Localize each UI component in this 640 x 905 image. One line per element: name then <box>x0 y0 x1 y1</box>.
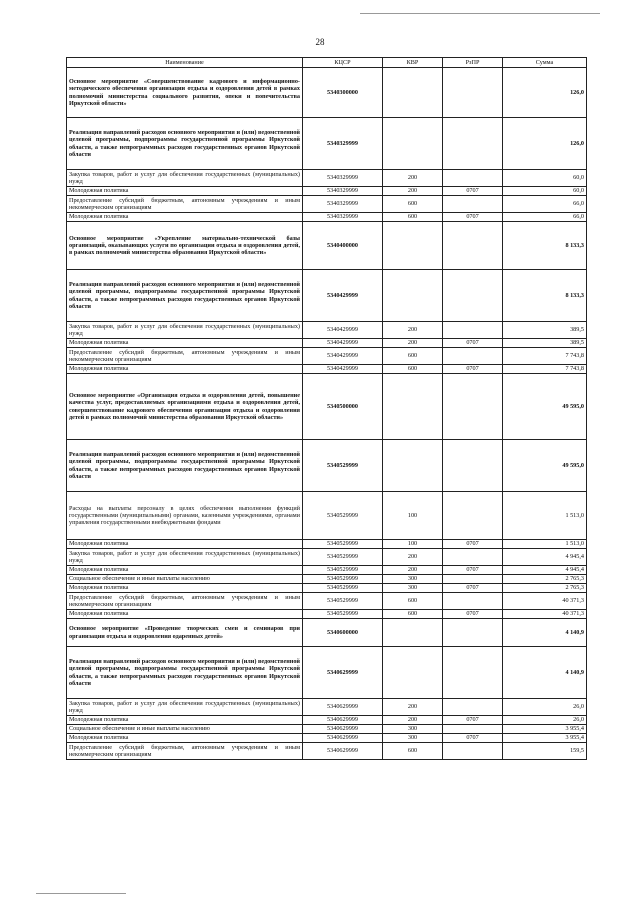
row-kcsr: 5340400000 <box>303 222 383 270</box>
row-rzpr <box>443 593 503 610</box>
table-row <box>67 647 587 699</box>
row-name: Реализация направлений расходов основного мероприятия и (или) ведомственной целевой программы, подпрограммы государственной программы Иркутской области, а также непрограммных расходов государственных органов Иркутской области <box>67 647 303 699</box>
row-kvr: 200 <box>383 322 443 339</box>
row-kvr: 300 <box>383 575 443 584</box>
row-name: Молодежная политика <box>67 610 303 619</box>
row-rzpr <box>443 348 503 365</box>
row-sum: 159,5 <box>503 743 587 760</box>
row-name: Социальное обеспечение и иные выплаты населению <box>67 725 303 734</box>
row-name: Предоставление субсидий бюджетным, автономным учреждениям и иным некоммерческим организациям <box>67 348 303 365</box>
row-rzpr: 0707 <box>443 610 503 619</box>
row-name: Основное мероприятие «Укрепление материально-технической базы организаций, оказывающих услуги по организации отдыха и оздоровления детей, в рамках полномочий министерства образования Иркутской области» <box>67 222 303 270</box>
row-rzpr: 0707 <box>443 584 503 593</box>
page-number: 28 <box>315 37 325 47</box>
row-name: Основное мероприятие «Проведение творческих смен и семинаров при организации отдыха и оздоровления одаренных детей» <box>67 619 303 647</box>
row-kvr: 200 <box>383 187 443 196</box>
table-row <box>67 699 587 716</box>
table-row <box>67 322 587 339</box>
row-sum: 4 140,9 <box>503 647 587 699</box>
header-rzpr: РзПР <box>443 58 503 68</box>
row-sum: 40 371,3 <box>503 610 587 619</box>
row-kcsr: 5340300000 <box>303 68 383 118</box>
table-row <box>67 743 587 760</box>
row-name: Закупка товаров, работ и услуг для обеспечения государственных (муниципальных) нужд <box>67 170 303 187</box>
row-kcsr: 5340429999 <box>303 322 383 339</box>
row-kcsr: 5340529999 <box>303 610 383 619</box>
row-sum: 1 513,0 <box>503 492 587 540</box>
table-row <box>67 339 587 348</box>
row-kcsr: 5340629999 <box>303 716 383 725</box>
table-row <box>67 440 587 492</box>
row-rzpr <box>443 196 503 213</box>
table-row <box>67 374 587 440</box>
row-name: Закупка товаров, работ и услуг для обеспечения государственных (муниципальных) нужд <box>67 699 303 716</box>
row-name: Основное мероприятие «Организация отдыха и оздоровления детей, повышение качества услуг, предоставляемых организациями отдыха и оздоровления детей, совершенствование кадрового обеспечения организации отдыха и оздоровления детей в рамках полномочий министерства образования Иркутской области» <box>67 374 303 440</box>
row-rzpr: 0707 <box>443 187 503 196</box>
table-row <box>67 575 587 584</box>
row-rzpr <box>443 440 503 492</box>
row-sum: 7 743,8 <box>503 365 587 374</box>
row-sum: 2 765,3 <box>503 584 587 593</box>
table-row <box>67 187 587 196</box>
row-kvr: 200 <box>383 699 443 716</box>
row-kcsr: 5340529999 <box>303 566 383 575</box>
row-kvr: 300 <box>383 734 443 743</box>
row-sum: 8 133,3 <box>503 270 587 322</box>
row-sum: 66,0 <box>503 213 587 222</box>
row-rzpr <box>443 322 503 339</box>
row-sum: 126,0 <box>503 68 587 118</box>
row-sum: 60,0 <box>503 170 587 187</box>
table-row <box>67 118 587 170</box>
row-name: Молодежная политика <box>67 540 303 549</box>
row-kcsr: 5340629999 <box>303 647 383 699</box>
row-kvr: 600 <box>383 213 443 222</box>
row-name: Реализация направлений расходов основного мероприятия и (или) ведомственной целевой программы, подпрограммы государственной программы Иркутской области, а также непрограммных расходов государственных органов Иркутской области <box>67 440 303 492</box>
row-kcsr: 5340529999 <box>303 540 383 549</box>
row-kcsr: 5340429999 <box>303 270 383 322</box>
row-sum: 26,0 <box>503 699 587 716</box>
row-name: Закупка товаров, работ и услуг для обеспечения государственных (муниципальных) нужд <box>67 322 303 339</box>
row-rzpr <box>443 575 503 584</box>
header-sum: Сумма <box>503 58 587 68</box>
row-rzpr: 0707 <box>443 540 503 549</box>
row-sum: 4 945,4 <box>503 566 587 575</box>
row-kcsr: 5340529999 <box>303 549 383 566</box>
row-sum: 7 743,8 <box>503 348 587 365</box>
row-sum: 49 595,0 <box>503 440 587 492</box>
row-sum: 126,0 <box>503 118 587 170</box>
row-name: Реализация направлений расходов основного мероприятия и (или) ведомственной целевой программы, подпрограммы государственной программы Иркутской области, а также непрограммных расходов государственных органов Иркутской области <box>67 270 303 322</box>
row-name: Предоставление субсидий бюджетным, автономным учреждениям и иным некоммерческим организациям <box>67 743 303 760</box>
row-kcsr: 5340329999 <box>303 187 383 196</box>
row-sum: 2 765,3 <box>503 575 587 584</box>
budget-table <box>66 57 587 760</box>
row-kcsr: 5340529999 <box>303 440 383 492</box>
row-sum: 4 945,4 <box>503 549 587 566</box>
row-name: Социальное обеспечение и иные выплаты населению <box>67 575 303 584</box>
row-rzpr <box>443 222 503 270</box>
table-row <box>67 170 587 187</box>
row-kcsr: 5340500000 <box>303 374 383 440</box>
row-name: Молодежная политика <box>67 734 303 743</box>
row-name: Основное мероприятие «Совершенствование кадрового и информационно-методического обеспечения организации отдыха и оздоровления детей в рамках полномочий министерства социального развития, опеки и попечительства Иркутской области» <box>67 68 303 118</box>
row-name: Молодежная политика <box>67 187 303 196</box>
row-sum: 3 955,4 <box>503 725 587 734</box>
row-kcsr: 5340329999 <box>303 118 383 170</box>
row-rzpr <box>443 725 503 734</box>
row-sum: 4 140,9 <box>503 619 587 647</box>
table-row <box>67 619 587 647</box>
row-sum: 1 513,0 <box>503 540 587 549</box>
row-kvr <box>383 440 443 492</box>
table-row <box>67 213 587 222</box>
row-kvr: 300 <box>383 584 443 593</box>
row-kvr <box>383 270 443 322</box>
row-kcsr: 5340329999 <box>303 170 383 187</box>
row-rzpr <box>443 270 503 322</box>
row-kcsr: 5340629999 <box>303 743 383 760</box>
row-rzpr <box>443 743 503 760</box>
row-kvr: 600 <box>383 196 443 213</box>
row-kvr: 200 <box>383 566 443 575</box>
table-row <box>67 610 587 619</box>
row-kvr: 200 <box>383 170 443 187</box>
row-kvr <box>383 647 443 699</box>
row-kcsr: 5340429999 <box>303 348 383 365</box>
row-kvr: 300 <box>383 725 443 734</box>
table-row <box>67 566 587 575</box>
table-row <box>67 540 587 549</box>
row-name: Реализация направлений расходов основного мероприятия и (или) ведомственной целевой программы, подпрограммы государственной программы Иркутской области, а также непрограммных расходов государственных органов Иркутской области <box>67 118 303 170</box>
row-name: Молодежная политика <box>67 566 303 575</box>
table-row <box>67 222 587 270</box>
row-rzpr: 0707 <box>443 734 503 743</box>
row-kvr: 600 <box>383 743 443 760</box>
table-row <box>67 270 587 322</box>
row-rzpr <box>443 549 503 566</box>
row-name: Расходы на выплаты персоналу в целях обеспечения выполнения функций государственными (муниципальными) органами, казенными учреждениями, органами управления государственными внебюджетными фондами <box>67 492 303 540</box>
row-rzpr <box>443 170 503 187</box>
table-header-row <box>67 58 587 68</box>
row-kcsr: 5340429999 <box>303 339 383 348</box>
row-name: Молодежная политика <box>67 584 303 593</box>
row-kcsr: 5340529999 <box>303 492 383 540</box>
row-kvr: 600 <box>383 365 443 374</box>
row-rzpr <box>443 699 503 716</box>
row-sum: 40 371,3 <box>503 593 587 610</box>
header-kvr: КВР <box>383 58 443 68</box>
row-kcsr: 5340529999 <box>303 593 383 610</box>
row-kvr <box>383 118 443 170</box>
row-kcsr: 5340329999 <box>303 196 383 213</box>
row-kvr <box>383 68 443 118</box>
row-rzpr: 0707 <box>443 213 503 222</box>
row-kvr: 600 <box>383 348 443 365</box>
scan-edge-mark <box>360 13 600 14</box>
row-kvr: 100 <box>383 492 443 540</box>
row-kcsr: 5340529999 <box>303 575 383 584</box>
row-rzpr <box>443 118 503 170</box>
scan-edge-mark-bottom <box>36 893 126 894</box>
row-kvr <box>383 374 443 440</box>
row-kcsr: 5340629999 <box>303 699 383 716</box>
row-rzpr <box>443 619 503 647</box>
row-sum: 60,0 <box>503 187 587 196</box>
table-row <box>67 584 587 593</box>
row-rzpr <box>443 374 503 440</box>
row-sum: 3 955,4 <box>503 734 587 743</box>
row-kcsr: 5340329999 <box>303 213 383 222</box>
row-kcsr: 5340600000 <box>303 619 383 647</box>
table-row <box>67 593 587 610</box>
row-sum: 66,0 <box>503 196 587 213</box>
table-body <box>67 68 587 760</box>
row-kvr: 200 <box>383 716 443 725</box>
row-name: Предоставление субсидий бюджетным, автономным учреждениям и иным некоммерческим организациям <box>67 593 303 610</box>
table-row <box>67 725 587 734</box>
row-name: Предоставление субсидий бюджетным, автономным учреждениям и иным некоммерческим организациям <box>67 196 303 213</box>
table-row <box>67 68 587 118</box>
row-rzpr <box>443 492 503 540</box>
row-kvr <box>383 619 443 647</box>
row-rzpr: 0707 <box>443 566 503 575</box>
row-rzpr: 0707 <box>443 365 503 374</box>
row-sum: 8 133,3 <box>503 222 587 270</box>
row-kvr: 600 <box>383 593 443 610</box>
row-kcsr: 5340629999 <box>303 734 383 743</box>
row-kvr: 200 <box>383 549 443 566</box>
table-row <box>67 348 587 365</box>
row-sum: 49 595,0 <box>503 374 587 440</box>
header-kcsr: КЦСР <box>303 58 383 68</box>
row-kcsr: 5340529999 <box>303 584 383 593</box>
row-kvr: 100 <box>383 540 443 549</box>
row-kcsr: 5340429999 <box>303 365 383 374</box>
row-kvr: 600 <box>383 610 443 619</box>
table-row <box>67 365 587 374</box>
row-rzpr <box>443 68 503 118</box>
row-sum: 389,5 <box>503 322 587 339</box>
row-sum: 26,0 <box>503 716 587 725</box>
table-row <box>67 549 587 566</box>
row-rzpr: 0707 <box>443 339 503 348</box>
row-name: Молодежная политика <box>67 716 303 725</box>
row-kvr: 200 <box>383 339 443 348</box>
table-row <box>67 492 587 540</box>
row-name: Молодежная политика <box>67 339 303 348</box>
row-name: Молодежная политика <box>67 213 303 222</box>
table-row <box>67 716 587 725</box>
row-rzpr: 0707 <box>443 716 503 725</box>
row-sum: 389,5 <box>503 339 587 348</box>
table-row <box>67 196 587 213</box>
table-row <box>67 734 587 743</box>
header-name: Наименование <box>67 58 303 68</box>
row-kvr <box>383 222 443 270</box>
row-rzpr <box>443 647 503 699</box>
row-kcsr: 5340629999 <box>303 725 383 734</box>
row-name: Молодежная политика <box>67 365 303 374</box>
row-name: Закупка товаров, работ и услуг для обеспечения государственных (муниципальных) нужд <box>67 549 303 566</box>
